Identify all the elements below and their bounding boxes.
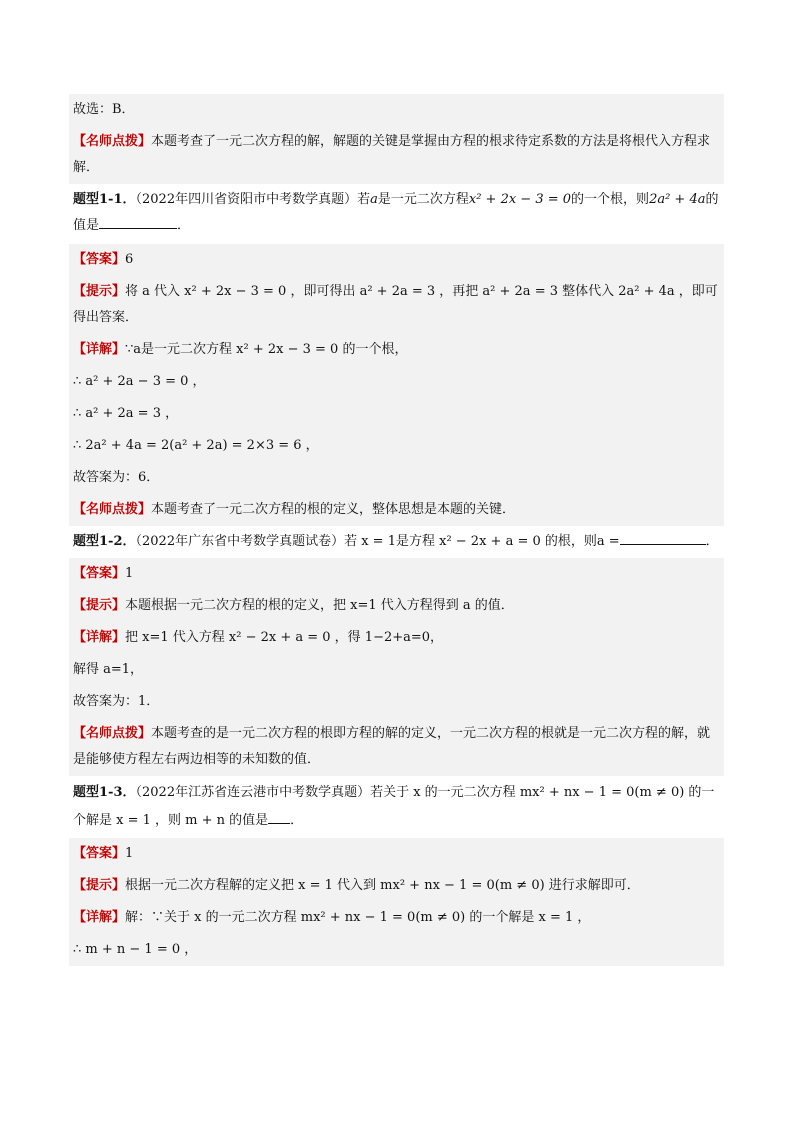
answer-line	[69, 244, 724, 276]
answer-tag: 【答案】	[73, 846, 126, 861]
detail-tag: 【详解】	[73, 910, 126, 925]
teacher-tip-block	[69, 126, 724, 184]
tip-text: 本题考查了一元二次方程的根的定义，整体思想是本题的关键．	[151, 502, 516, 517]
question-end: ．	[290, 813, 304, 828]
hint-tag: 【提示】	[73, 878, 126, 893]
detail-line	[69, 430, 724, 462]
detail-line	[69, 654, 724, 686]
question-text: 的一个根，则	[571, 192, 650, 207]
equation: x² + 2x − 3 = 0	[468, 192, 572, 207]
text-line: 故选：B．	[73, 102, 135, 117]
detail-text: 解得 a=1，	[73, 662, 144, 677]
detail-line	[69, 686, 724, 718]
question-label: 题型1-1．	[73, 192, 136, 207]
hint-tag: 【提示】	[73, 284, 126, 299]
answer-line	[69, 558, 724, 590]
question-text: 的值是	[73, 192, 719, 233]
tip-tag: 【名师点拨】	[73, 726, 152, 741]
hint-text: 根据一元二次方程解的定义把 x = 1 代入到 mx² + nx − 1 = 0(m ≠ 0) 进行求解即可．	[125, 878, 640, 893]
detail-text: 解：∵关于 x 的一元二次方程 mx² + nx − 1 = 0(m ≠ 0) 的一个解是 x = 1 ，	[125, 910, 591, 925]
hint-block	[69, 590, 724, 622]
detail-line	[69, 934, 724, 966]
answer-blank	[620, 530, 706, 545]
answer-tag: 【答案】	[73, 252, 126, 267]
tip-tag: 【名师点拨】	[73, 502, 152, 517]
question-label: 题型1-2．	[73, 534, 136, 549]
question-1-2	[69, 526, 724, 558]
answer-value: 1	[125, 846, 134, 861]
hint-block	[69, 870, 724, 902]
question-label: 题型1-3．	[73, 785, 136, 800]
tip-tag: 【名师点拨】	[73, 134, 152, 149]
detail-line	[69, 366, 724, 398]
question-end: ．	[177, 218, 191, 233]
detail-text: ∴ a² + 2a − 3 = 0 ，	[73, 374, 206, 389]
answer-choice-line	[69, 94, 724, 126]
answer-line	[69, 838, 724, 870]
question-text: （2022年广东省中考数学真题试卷）若 x = 1是方程 x² − 2x + a = 0 的根，则a =	[135, 534, 620, 549]
detail-tag: 【详解】	[73, 630, 126, 645]
question-1-1	[69, 184, 724, 242]
answer-tag: 【答案】	[73, 566, 126, 581]
answer-value: 6	[125, 252, 134, 267]
detail-line	[69, 622, 724, 654]
answer-value: 1	[125, 566, 134, 581]
question-end: ．	[705, 534, 719, 549]
answer-blank	[268, 809, 290, 824]
tip-text: 本题考查的是一元二次方程的根即方程的解的定义，一元二次方程的根就是一元二次方程的解，就是能够使方程左右两边相等的未知数的值．	[73, 726, 711, 767]
answer-blank	[99, 214, 177, 229]
detail-line	[69, 462, 724, 494]
teacher-tip-block	[69, 494, 724, 526]
question-text: （2022年四川省资阳市中考数学真题）若	[135, 192, 371, 207]
document-body	[69, 94, 724, 966]
question-1-3	[69, 776, 724, 838]
question-text: 是一元二次方程	[377, 192, 469, 207]
detail-line	[69, 398, 724, 430]
teacher-tip-block	[69, 718, 724, 776]
hint-block	[69, 276, 724, 334]
detail-text: ∵a是一元二次方程 x² + 2x − 3 = 0 的一个根，	[125, 342, 408, 357]
expression: 2a² + 4a	[649, 192, 706, 207]
detail-line	[69, 334, 724, 366]
hint-text: 本题根据一元二次方程的根的定义，把 x=1 代入方程得到 a 的值．	[125, 598, 514, 613]
variable: a	[370, 192, 378, 207]
tip-text: 本题考查了一元二次方程的解，解题的关键是掌握由方程的根求待定系数的方法是将根代入方程求解．	[73, 134, 711, 175]
detail-text: 故答案为：6．	[73, 470, 160, 485]
detail-text: 把 x=1 代入方程 x² − 2x + a = 0 ，得 1−2+a=0，	[125, 630, 444, 645]
detail-text: 故答案为：1．	[73, 694, 160, 709]
detail-text: ∴ 2a² + 4a = 2(a² + 2a) = 2×3 = 6 ，	[73, 438, 319, 453]
hint-text: 将 a 代入 x² + 2x − 3 = 0 ，即可得出 a² + 2a = 3 ，再把 a² + 2a = 3 整体代入 2a² + 4a ，即可得出答案．	[73, 284, 718, 325]
detail-line	[69, 902, 724, 934]
question-text: （2022年江苏省连云港市中考数学真题）若关于 x 的一元二次方程 mx² + nx − 1 = 0(m ≠ 0) 的一个解是 x = 1 ，则 m + n 的值是	[73, 785, 715, 828]
detail-tag: 【详解】	[73, 342, 126, 357]
detail-text: ∴ a² + 2a = 3 ，	[73, 406, 179, 421]
hint-tag: 【提示】	[73, 598, 126, 613]
detail-text: ∴ m + n − 1 = 0 ，	[73, 942, 198, 957]
